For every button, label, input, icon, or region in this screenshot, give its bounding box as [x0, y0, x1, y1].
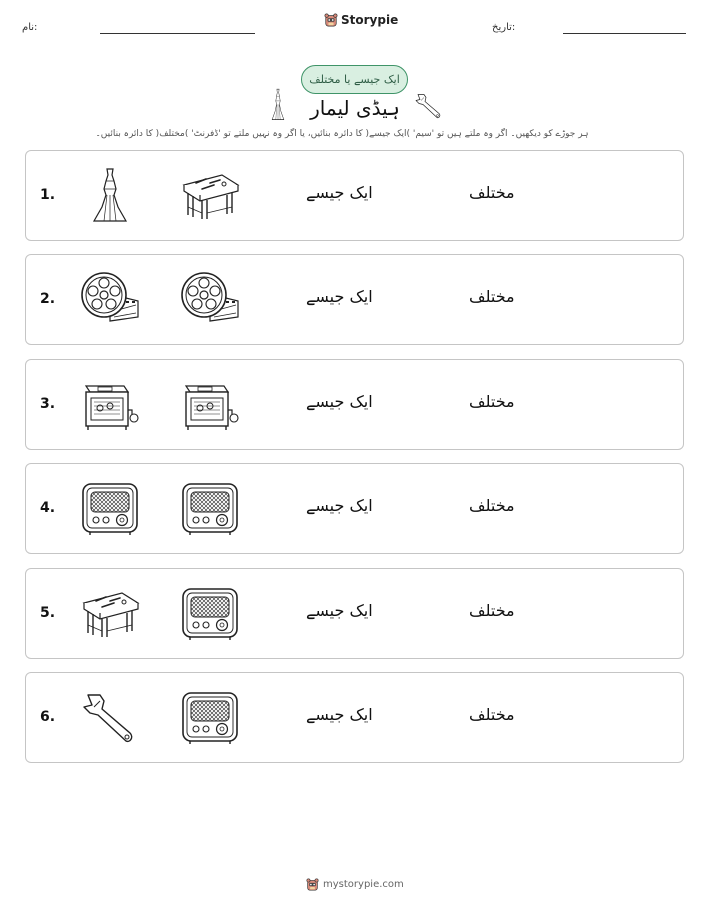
- question-number: 4.: [40, 500, 56, 517]
- music-box-icon: [180, 376, 240, 434]
- question-number: 3.: [40, 395, 56, 412]
- radio-icon: [180, 585, 240, 643]
- mascot-icon: [306, 878, 319, 891]
- question-row: [25, 254, 684, 345]
- film-reel-icon: [80, 271, 140, 329]
- option-different[interactable]: مختلف: [469, 391, 515, 411]
- film-reel-icon: [180, 271, 240, 329]
- instructions: ہر جوڑے کو دیکھیں۔ اگر وہ ملتے ہیں تو 'سیم' )ایک جیسے( کا دائرہ بنائیں، یا اگر وہ نہیں ملتے تو 'ڈفرنٹ' )مختلف( کا دائرہ بنائیں۔: [95, 129, 589, 139]
- footer-website: mystorypie.com: [323, 879, 404, 890]
- option-different[interactable]: مختلف: [469, 496, 515, 516]
- question-number: 5.: [40, 604, 56, 621]
- option-same[interactable]: ایک جیسے: [306, 183, 373, 202]
- brand-logo: [324, 13, 398, 27]
- option-same[interactable]: ایک جیسے: [306, 496, 373, 516]
- option-different[interactable]: مختلف: [469, 600, 515, 620]
- question-row: [25, 672, 684, 763]
- option-different[interactable]: مختلف: [469, 287, 515, 307]
- question-row: [25, 359, 684, 450]
- worksheet-header: [0, 0, 709, 50]
- date-label: تاریخ:: [492, 22, 516, 33]
- footer: [306, 878, 404, 891]
- option-different[interactable]: مختلف: [469, 705, 515, 724]
- mascot-icon: [324, 13, 338, 27]
- option-same[interactable]: ایک جیسے: [306, 391, 373, 411]
- option-same[interactable]: ایک جیسے: [306, 705, 373, 724]
- question-row: [25, 463, 684, 554]
- page-title: ہیڈی لیمار: [310, 96, 400, 120]
- option-same[interactable]: ایک جیسے: [306, 287, 373, 307]
- workbench-icon: [80, 585, 140, 643]
- worksheet-type-pill: ایک جیسے یا مختلف: [301, 65, 408, 94]
- date-line: [563, 33, 686, 34]
- radio-icon: [180, 689, 240, 747]
- workbench-icon: [180, 167, 240, 225]
- name-line: [100, 33, 255, 34]
- radio-icon: [180, 480, 240, 538]
- music-box-icon: [80, 376, 140, 434]
- brand-name: Storypie: [341, 13, 399, 27]
- wrench-icon: [80, 689, 140, 747]
- question-number: 6.: [40, 709, 56, 725]
- name-label: نام:: [22, 22, 38, 33]
- dress-icon: [267, 88, 289, 122]
- option-same[interactable]: ایک جیسے: [306, 600, 373, 620]
- question-number: 1.: [40, 187, 56, 203]
- question-row: [25, 150, 684, 241]
- wrench-icon: [414, 90, 444, 122]
- question-row: [25, 568, 684, 659]
- question-number: 2.: [40, 291, 56, 308]
- radio-icon: [80, 480, 140, 538]
- option-different[interactable]: مختلف: [469, 183, 515, 202]
- dress-icon: [80, 167, 140, 225]
